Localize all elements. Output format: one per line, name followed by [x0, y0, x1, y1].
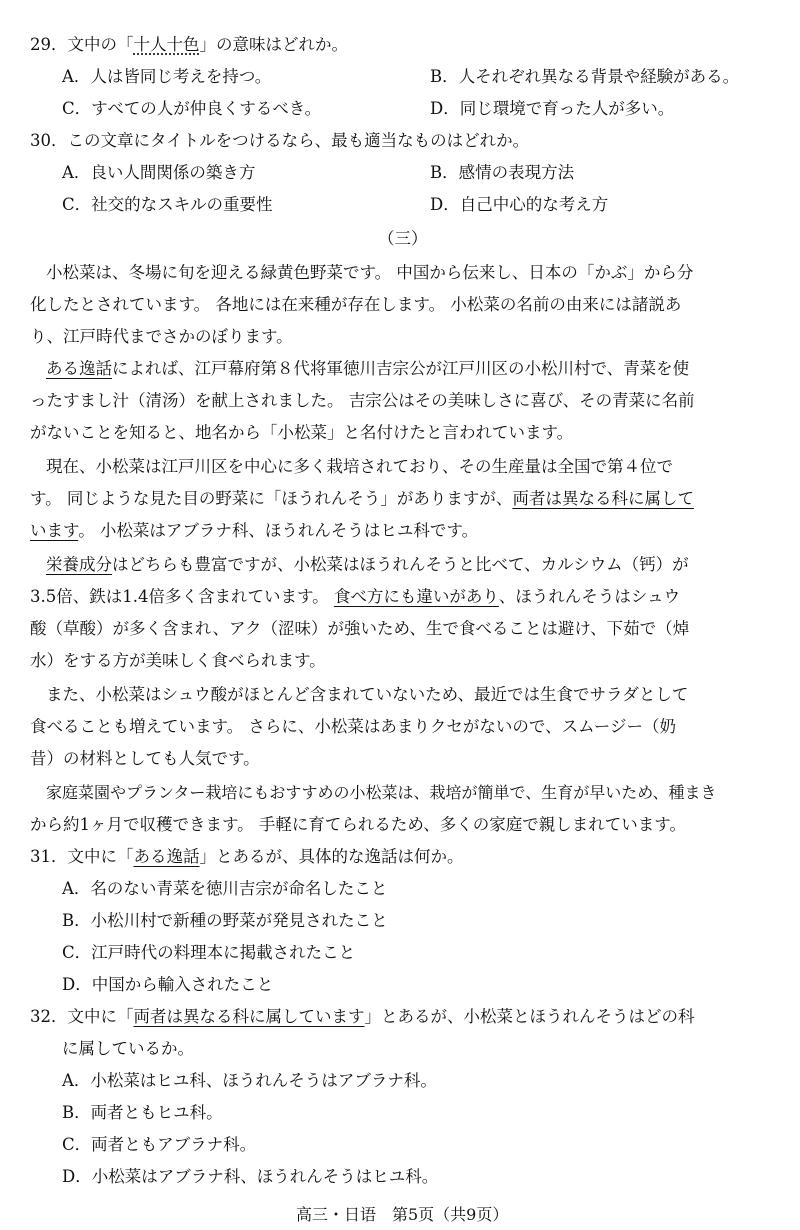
q32-stem-pre: 32．文中に「 — [30, 1007, 134, 1026]
q31-option-b: B．小松川村で新種の野菜が発見されたこと — [62, 911, 388, 930]
q29-keyword: 十人十色 — [133, 35, 200, 54]
passage-line: 昔）の材料としても人気です。 — [30, 749, 260, 768]
passage-line: 酸（草酸）が多く含まれ、アク（涩味）が強いため、生で食べることは避け、下茹で（焯 — [30, 619, 690, 638]
underlined-anecdote: ある逸話 — [46, 359, 112, 378]
q32-option-a: A．小松菜はヒユ科、ほうれんそうはアブラナ科。 — [62, 1071, 437, 1090]
q29-option-c: C．すべての人が仲良くするべき。 — [62, 99, 322, 118]
passage-line: 家庭菜園やプランター栽培にもおすすめの小松菜は、栽培が簡単で、生育が早いため、種まき — [46, 783, 717, 802]
q32-quoted: 両者は異なる科に属しています — [133, 1007, 365, 1026]
q31-stem — [30, 846, 464, 868]
q32-stem — [30, 1006, 695, 1028]
passage-text: す。 同じような見た目の野菜に「ほうれんそう」がありますが、 — [30, 489, 513, 508]
underlined-nutrition: 栄養成分 — [46, 555, 112, 574]
q32-stem-line2: に属しているか。 — [62, 1039, 194, 1058]
q29-stem — [30, 34, 348, 56]
passage-line: 水）をする方が美味しく食べられます。 — [30, 651, 326, 670]
q29-stem-post: 」の意味はどれか。 — [199, 35, 348, 54]
passage-line — [30, 586, 680, 608]
q30-option-c: C．社交的なスキルの重要性 — [62, 195, 273, 214]
q30-option-b: B．感情の表現方法 — [430, 163, 575, 182]
q31-quoted: ある逸話 — [133, 847, 200, 866]
passage-text: 3.5倍、鉄は1.4倍多く含まれています。 — [30, 587, 334, 606]
q32-stem-post: 」とあるが、小松菜とほうれんそうはどの科 — [364, 1007, 695, 1026]
q29-option-d: D．同じ環境で育った人が多い。 — [430, 99, 675, 118]
q29-stem-pre: 29．文中の「 — [30, 35, 134, 54]
q30-option-d: D．自己中心的な考え方 — [430, 195, 609, 214]
passage-line: り、江戸時代までさかのぼります。 — [30, 327, 293, 346]
passage-line: 現在、小松菜は江戸川区を中心に多く栽培されており、その生産量は全国で第４位で — [46, 457, 673, 476]
q32-option-c: C．両者ともアブラナ科。 — [62, 1135, 257, 1154]
passage-line — [30, 520, 478, 542]
passage-text: 。 小松菜はアブラナ科、ほうれんそうはヒユ科です。 — [78, 521, 479, 540]
passage-line — [46, 358, 689, 380]
passage-line: 食べることも増えています。 さらに、小松菜はあまりクセがないので、スムージー（奶 — [30, 717, 676, 736]
q32-option-b: B．両者ともヒユ科。 — [62, 1103, 223, 1122]
q31-stem-post: 」とあるが、具体的な逸話は何か。 — [199, 847, 464, 866]
q29-option-a: A．人は皆同じ考えを持つ。 — [62, 67, 272, 86]
passage-line: から約1ヶ月で収穫できます。 手軽に育てられるため、多くの家庭で親しまれています。 — [30, 815, 686, 834]
passage-text: はどちらも豊富ですが、小松菜はほうれんそうと比べて、カルシウム（钙）が — [112, 555, 689, 574]
q29-option-b: B．人それぞれ異なる背景や経験がある。 — [430, 67, 740, 86]
passage-line: がないことを知ると、地名から「小松菜」と名付けたと言われています。 — [30, 423, 574, 442]
page-footer: 高三・日语 第5页（共9页） — [296, 1205, 509, 1224]
passage-line: 化したとされています。 各地には在来種が存在します。 小松菜の名前の由来には諸説あ — [30, 295, 682, 314]
q31-stem-pre: 31．文中に「 — [30, 847, 134, 866]
passage-line: 小松菜は、冬場に旬を迎える緑黄色野菜です。 中国から伝来し、日本の「かぶ」から分 — [46, 263, 694, 282]
passage-line — [46, 554, 689, 576]
passage-line: また、小松菜はシュウ酸がほとんど含まれていないため、最近では生食でサラダとして — [46, 685, 689, 704]
section-title: （三） — [378, 229, 428, 248]
underlined-different-family: 両者は異なる科に属して — [512, 489, 694, 508]
q32-option-d: D．小松菜はアブラナ科、ほうれんそうはヒユ科。 — [62, 1167, 439, 1186]
q31-option-c: C．江戸時代の料理本に掲載されたこと — [62, 943, 356, 962]
passage-text: によれば、江戸幕府第８代将軍徳川吉宗公が江戸川区の小松川村で、青菜を使 — [112, 359, 690, 378]
q30-stem: 30．この文章にタイトルをつけるなら、最も適当なものはどれか。 — [30, 131, 530, 150]
q30-option-a: A．良い人間関係の築き方 — [62, 163, 256, 182]
underlined-eating-method: 食べ方にも違いがあり — [333, 587, 499, 606]
passage-text: 、ほうれんそうはシュウ — [498, 587, 681, 606]
q31-option-a: A．名のない青菜を徳川吉宗が命名したこと — [62, 879, 388, 898]
underlined-different-family-end: います — [30, 521, 79, 540]
passage-line: ったすまし汁（清汤）を献上されました。 吉宗公はその美味しさに喜び、その青菜に名前 — [30, 391, 695, 410]
q31-option-d: D．中国から輸入されたこと — [62, 975, 274, 994]
passage-line — [30, 488, 694, 510]
